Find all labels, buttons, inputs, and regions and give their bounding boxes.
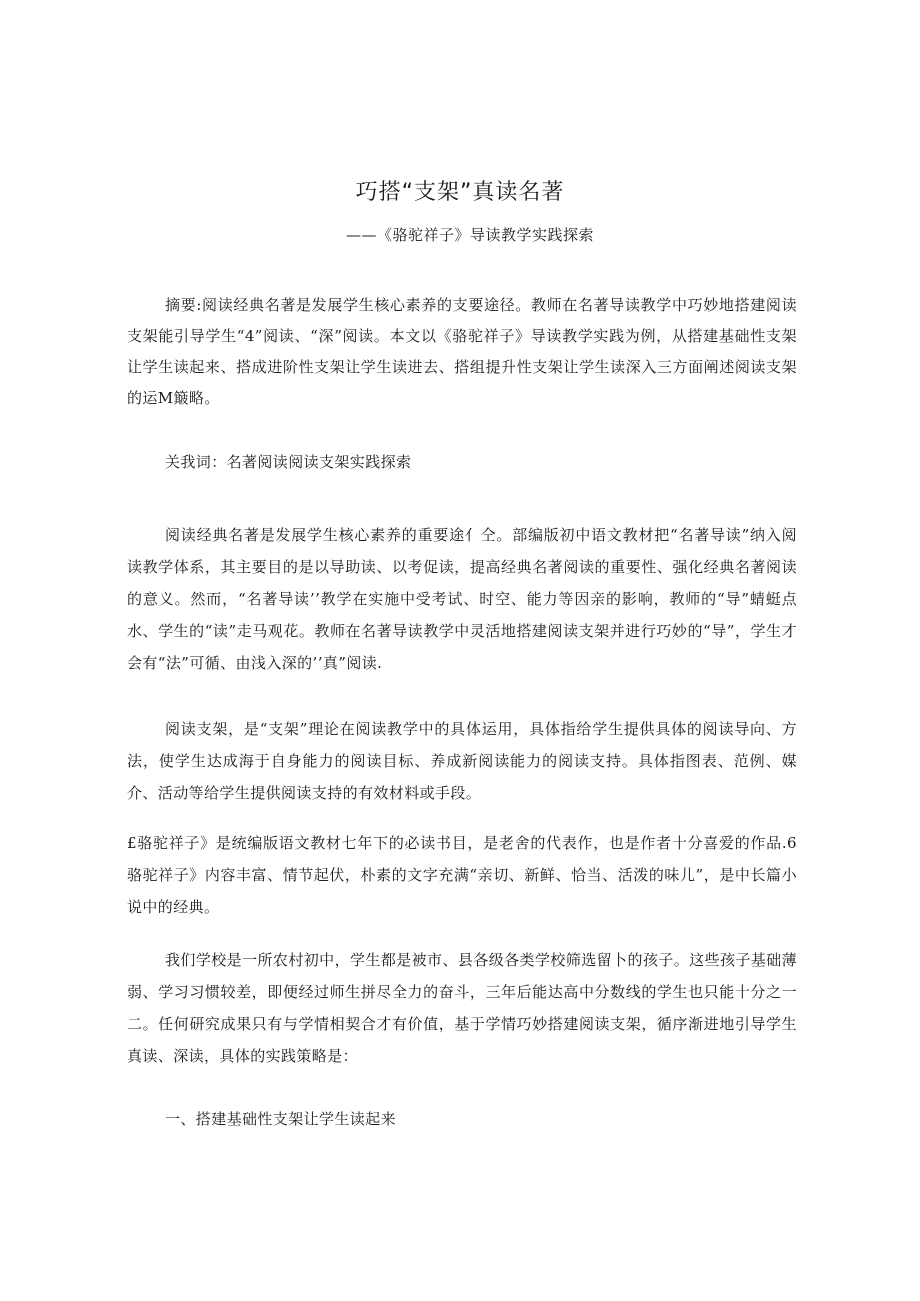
section-heading: 一、搭建基础性支架让学生读起来	[165, 1110, 397, 1128]
body-paragraph: 我们学校是一所农村初中，学生都是被市、县各级各类学校筛选留卜的孩子。这些孩子基础薄弱、学习习惯较差，即便经过师生拼尽全力的奋斗，三年后能达高中分数线的学生也只能十分之一二。任何研究成果只有与学情相契合才有价值，基于学情巧妙搭建阅读支架，循序渐进地引导学生真读、深读，具体的实践策略是：	[127, 951, 797, 1065]
body-paragraph: £骆驼祥子》是统编版语文教材七年下的必读书目，是老舍的代表作，也是作者十分喜爱的作品.6骆驼祥子》内容丰富、情节起伏，朴素的文字充满“亲切、新鲜、恰当、活泼的味儿”，是中长篇小说中的经典。	[127, 834, 797, 916]
keywords-line: 关我词：名著阅读阅读支架实践探索	[165, 453, 412, 471]
body-paragraph: 阅读支架，是“支架”理论在阅读教学中的具体运用，具体指给学生提供具体的阅读导向、方法，使学生达成海于自身能力的阅读目标、养成新阅读能力的阅读支持。具体指图表、范例、媒介、活动等给学生提供阅读支持的有效材料或手段。	[127, 720, 797, 802]
document-subtitle: ——《骆驼祥子》导读教学实践探索	[345, 226, 594, 244]
body-paragraph: 阅读经典名著是发展学生核心素养的重要途亻仝。部编版初中语文教材把“名著导读”纳入阅读教学体系，其主要目的是以导助读、以考促读，提高经典名著阅读的重要性、强化经典名著阅读的意义。然而，“名著导读’’教学在实施中受考试、时空、能力等因亲的影响，教师的“导”蜻蜓点水、学生的“读”走马观花。教师在名著导读教学中灵活地搭建阅读支架并进行巧妙的“导”，学生才会有“法”可循、由浅入深的’’真”阅读.	[127, 526, 797, 672]
abstract-paragraph: 摘要:阅读经典名著是发展学生核心素养的支要途径。教师在名著导读教学中巧妙地搭建阅读支架能引导学生“4”阅读、“深”阅读。本文以《骆驼祥子》导读教学实践为例，从搭建基础性支架让学生读起来、搭成进阶性支架让学生读进去、搭组提升性支架让学生读深入三方面阐述阅读支架的运M簸略。	[127, 296, 797, 407]
document-title: 巧搭“支架”真读名著	[355, 180, 565, 205]
